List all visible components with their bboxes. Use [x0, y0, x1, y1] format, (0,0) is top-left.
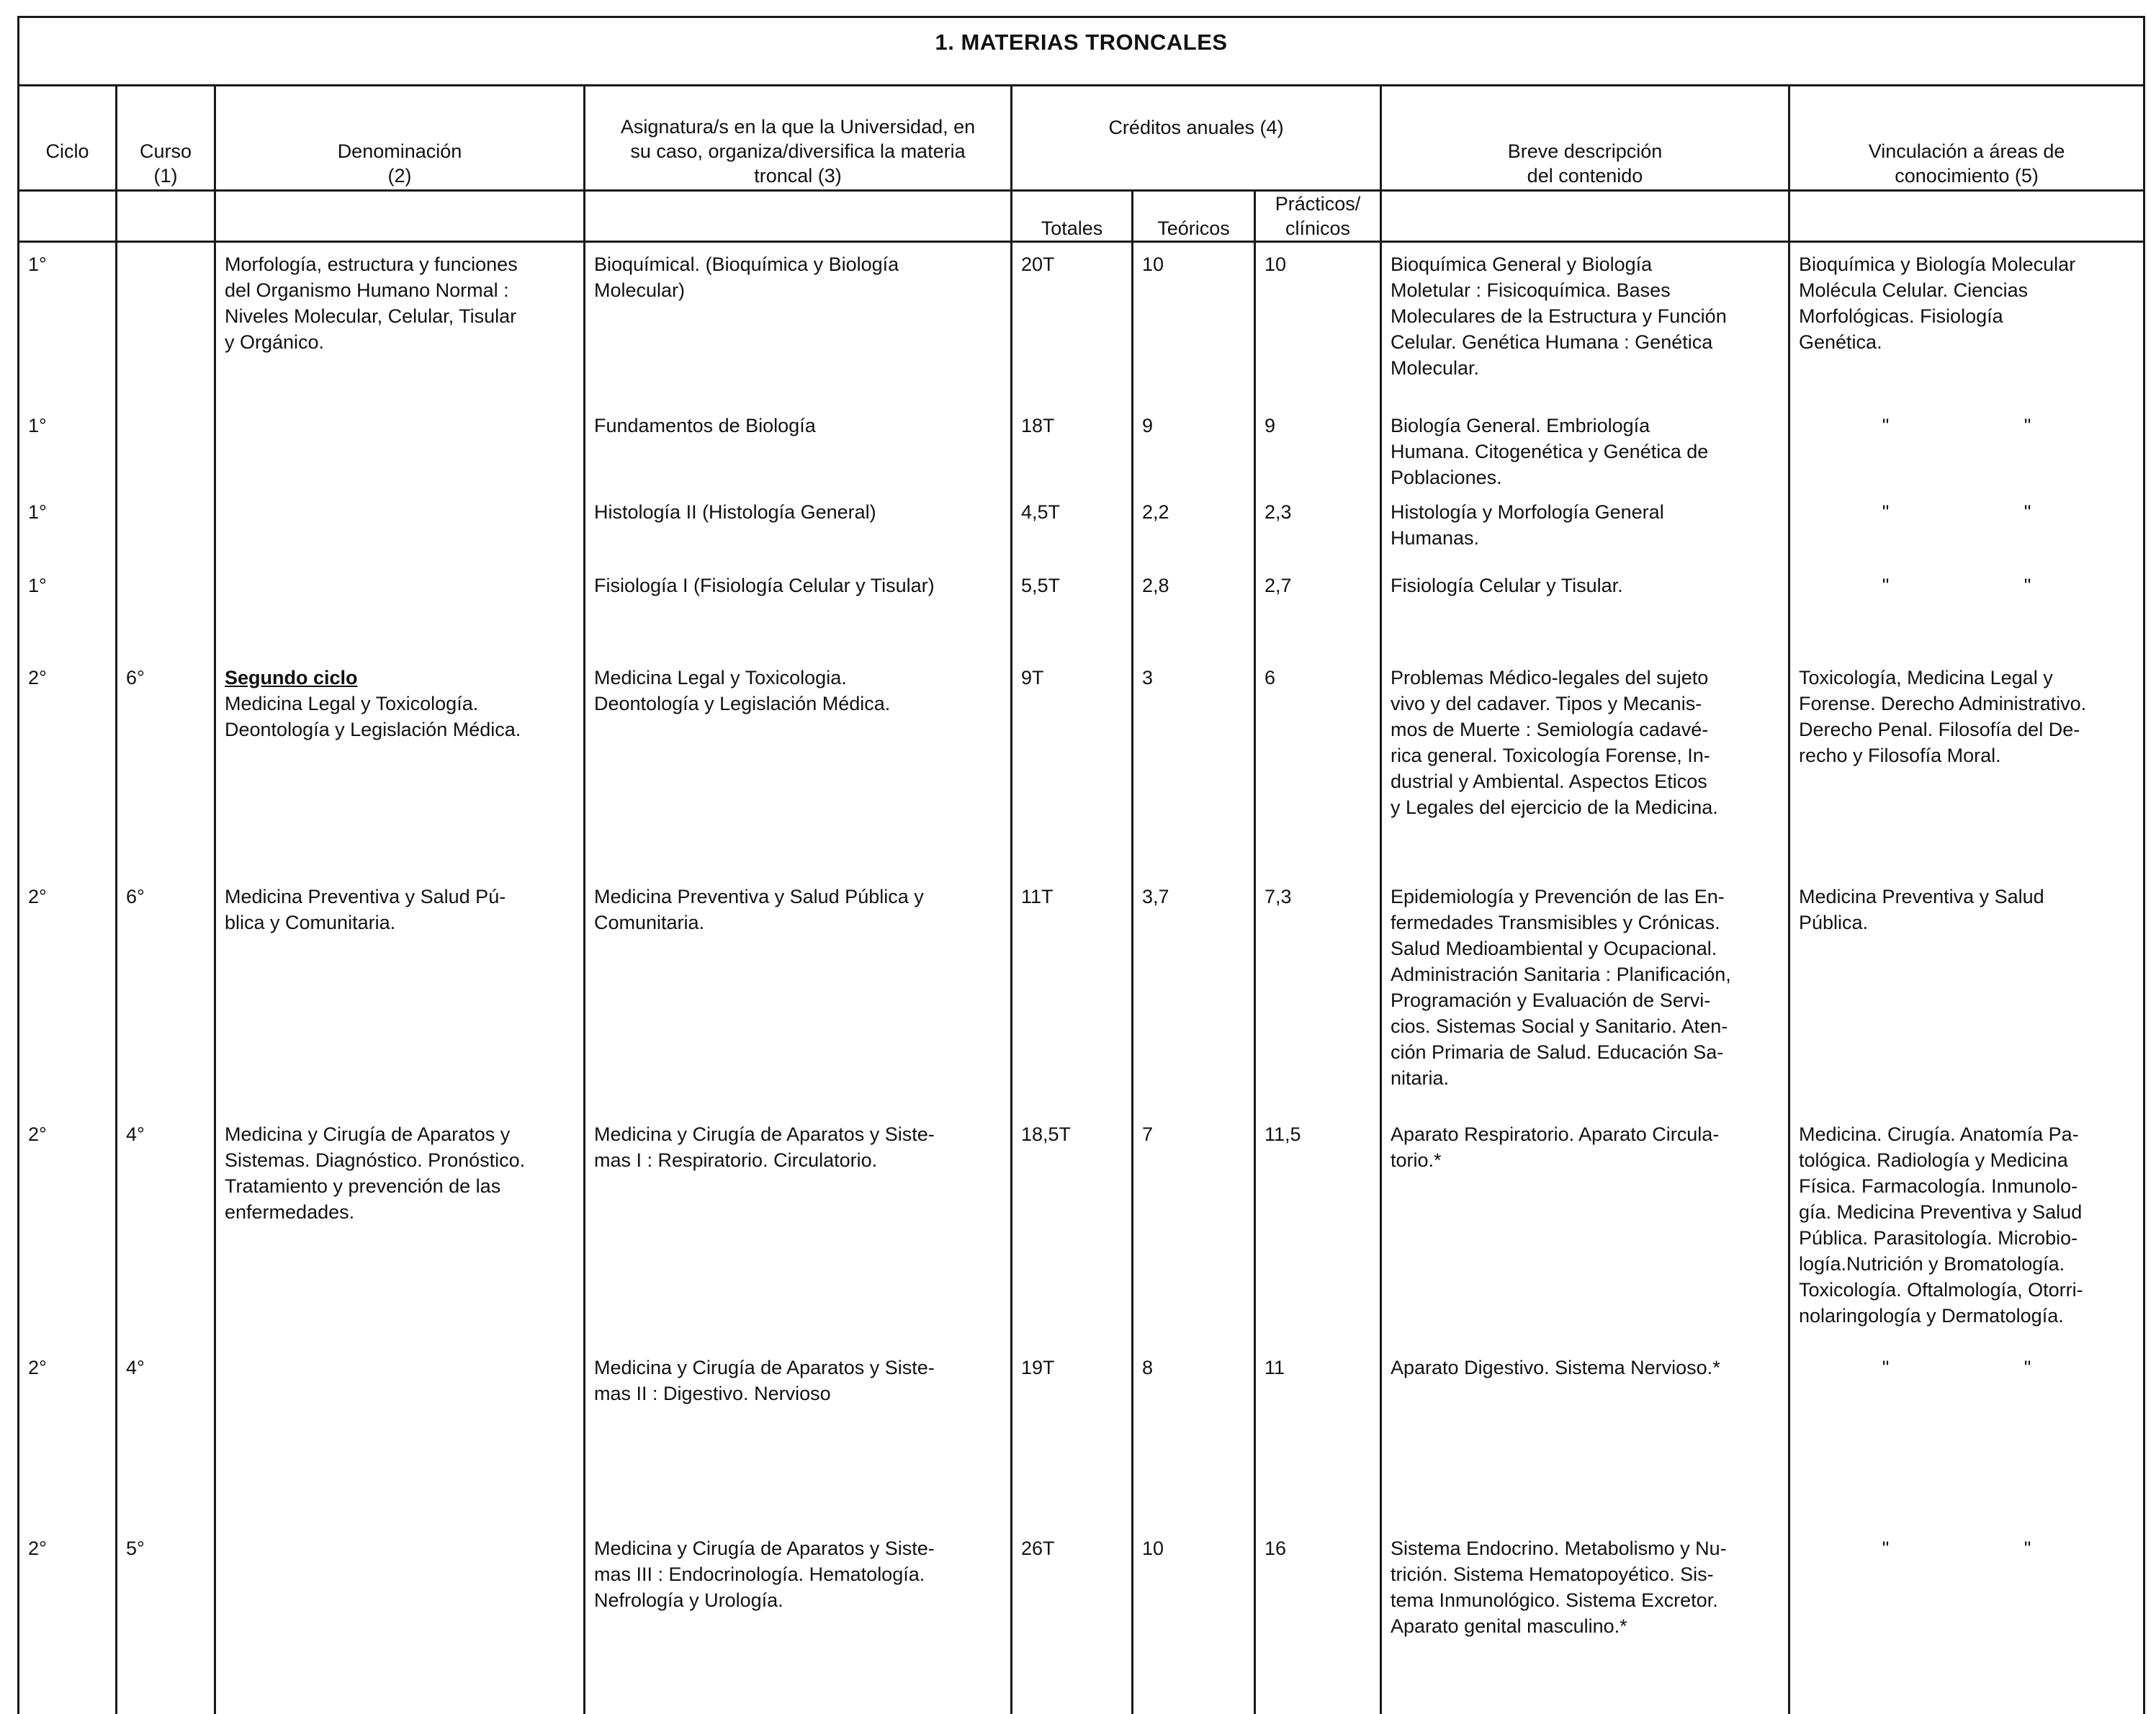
practicos-cell: [1255, 656, 1381, 875]
descripcion-cell-line: Problemas Médico-legales del sujeto: [1391, 666, 1709, 688]
descripcion-cell-line: Humana. Citogenética y Genética de: [1391, 440, 1709, 462]
teoricos-cell-line: 2,8: [1142, 574, 1169, 596]
denominacion-cell-line: Medicina Preventiva y Salud Pú-: [225, 885, 506, 907]
title-row: [19, 17, 2144, 86]
teoricos-cell: [1133, 490, 1255, 564]
header-descripcion: [1381, 86, 1789, 191]
practicos-cell: [1255, 242, 1381, 404]
practicos-cell-line: 11: [1265, 1356, 1285, 1378]
table-row: [19, 875, 2144, 1113]
vinculacion-cell: [1789, 242, 2144, 404]
descripcion-cell: [1381, 242, 1789, 404]
header-vinculacion-line: conocimiento (5): [1895, 165, 2039, 187]
teoricos-cell: [1133, 875, 1255, 1113]
teoricos-cell: [1133, 564, 1255, 656]
ciclo-cell-line: 2°: [28, 885, 47, 907]
teoricos-cell-line: 2,2: [1142, 501, 1169, 523]
ciclo-cell-line: 1°: [28, 414, 47, 436]
materias-troncales-table: [17, 16, 2145, 1714]
denominacion-cell-line: blica y Comunitaria.: [225, 911, 396, 933]
vinculacion-cell-line: nolaringología y Dermatología.: [1799, 1304, 2064, 1327]
practicos-cell: [1255, 404, 1381, 490]
curso-cell: [117, 242, 215, 404]
practicos-cell-line: 2,3: [1265, 501, 1292, 523]
practicos-cell-line: 2,7: [1265, 574, 1292, 596]
asignatura-cell: [585, 1527, 1012, 1714]
practicos-cell: [1255, 1346, 1381, 1527]
subheader-row: [19, 191, 2144, 242]
asignatura-cell: [585, 242, 1012, 404]
header-practicos: [1255, 191, 1381, 242]
header-asignatura-line: Asignatura/s en la que la Universidad, en: [620, 116, 976, 138]
asignatura-cell-line: Fundamentos de Biología: [594, 414, 816, 436]
ditto-mark: " ": [1882, 414, 2096, 436]
ciclo-cell-line: 2°: [28, 1356, 47, 1378]
header-vinculacion-line: Vinculación a áreas de: [1868, 140, 2065, 162]
vinculacion-cell: [1789, 1346, 2144, 1527]
asignatura-cell-line: Medicina y Cirugía de Aparatos y Siste-: [594, 1356, 935, 1378]
denominacion-cell-line: enfermedades.: [225, 1201, 355, 1223]
table-row: [19, 1113, 2144, 1346]
asignatura-cell-line: Histología II (Histología General): [594, 501, 876, 523]
curso-cell: [117, 490, 215, 564]
vinculacion-cell-line: Medicina. Cirugía. Anatomía Pa-: [1799, 1123, 2079, 1145]
table-body: [19, 242, 2144, 1714]
ciclo-cell: [19, 490, 117, 564]
table-row: [19, 242, 2144, 404]
header-asignatura-line: su caso, organiza/diversifica la materia: [630, 140, 966, 162]
denominacion-cell: [215, 875, 585, 1113]
table-row: [19, 564, 2144, 656]
descripcion-cell-line: Aparato Digestivo. Sistema Nervioso.*: [1391, 1356, 1720, 1378]
asignatura-cell-line: Nefrología y Urología.: [594, 1589, 783, 1611]
vinculacion-cell-line: logía.Nutrición y Bromatología.: [1799, 1252, 2065, 1275]
ciclo-cell: [19, 404, 117, 490]
asignatura-cell-line: Comunitaria.: [594, 911, 705, 933]
asignatura-cell: [585, 404, 1012, 490]
header-totales: [1012, 191, 1133, 242]
asignatura-cell-line: Medicina Legal y Toxicologia.: [594, 666, 847, 688]
totales-cell: [1012, 1346, 1133, 1527]
curso-cell-line: 6°: [126, 885, 145, 907]
descripcion-cell-line: fermedades Transmisibles y Crónicas.: [1391, 911, 1720, 933]
subheader-blank: [1789, 191, 2144, 242]
totales-cell-line: 18T: [1021, 414, 1055, 436]
curso-cell: [117, 404, 215, 490]
practicos-cell: [1255, 1527, 1381, 1714]
vinculacion-cell: [1789, 1113, 2144, 1346]
table-row: [19, 490, 2144, 564]
vinculacion-cell-line: Toxicología, Medicina Legal y: [1799, 666, 2053, 688]
curso-cell: [117, 1113, 215, 1346]
curso-cell: [117, 656, 215, 875]
asignatura-cell: [585, 490, 1012, 564]
header-asignatura: [585, 86, 1012, 191]
denominacion-cell-line: Deontología y Legislación Médica.: [225, 718, 521, 740]
totales-cell-line: 19T: [1021, 1356, 1055, 1378]
ciclo-cell-line: 1°: [28, 574, 47, 596]
descripcion-cell-line: trición. Sistema Hematopoyético. Sis-: [1391, 1563, 1714, 1585]
header-asignatura-line: troncal (3): [754, 165, 842, 187]
descripcion-cell-line: nitaria.: [1391, 1067, 1450, 1089]
ditto-mark: " ": [1882, 501, 2096, 523]
header-ciclo: [19, 86, 117, 191]
header-teoricos: [1133, 191, 1255, 242]
asignatura-cell: [585, 1346, 1012, 1527]
descripcion-cell-line: Poblaciones.: [1391, 466, 1502, 488]
ciclo-cell: [19, 656, 117, 875]
denominacion-cell: [215, 1346, 585, 1527]
curso-cell: [117, 875, 215, 1113]
subheader-blank: [215, 191, 585, 242]
totales-cell-line: 5,5T: [1021, 574, 1061, 596]
header-descripcion-line: Breve descripción: [1507, 140, 1663, 162]
descripcion-cell-line: Bioquímica General y Biología: [1391, 253, 1653, 275]
descripcion-cell-line: rica general. Toxicología Forense, In-: [1391, 744, 1710, 766]
table-row: [19, 656, 2144, 875]
curso-cell-line: 4°: [126, 1123, 145, 1145]
ciclo-cell: [19, 875, 117, 1113]
header-curso-label: Curso: [139, 140, 192, 162]
teoricos-cell-line: 3,7: [1142, 885, 1169, 907]
practicos-cell-line: 11,5: [1265, 1123, 1301, 1145]
denominacion-cell: [215, 404, 585, 490]
descripcion-cell-line: Fisiología Celular y Tisular.: [1391, 574, 1623, 596]
totales-cell: [1012, 1113, 1133, 1346]
totales-cell-line: 26T: [1021, 1537, 1055, 1559]
descripcion-cell-line: Aparato genital masculino.*: [1391, 1615, 1627, 1637]
practicos-cell: [1255, 1113, 1381, 1346]
vinculacion-cell-line: Medicina Preventiva y Salud: [1799, 885, 2044, 907]
vinculacion-cell-line: Toxicología. Oftalmología, Otorri-: [1799, 1278, 2083, 1301]
descripcion-cell-line: vivo y del cadaver. Tipos y Mecanis-: [1391, 692, 1702, 714]
denominacion-cell: [215, 564, 585, 656]
descripcion-cell-line: Salud Medioambiental y Ocupacional.: [1391, 937, 1717, 959]
practicos-cell-line: 10: [1265, 253, 1287, 275]
descripcion-cell: [1381, 1113, 1789, 1346]
teoricos-cell: [1133, 242, 1255, 404]
vinculacion-cell-line: Morfológicas. Fisiología: [1799, 305, 2003, 327]
descripcion-cell-line: Aparato Respiratorio. Aparato Circula-: [1391, 1123, 1720, 1145]
descripcion-cell-line: Programación y Evaluación de Servi-: [1391, 989, 1711, 1011]
descripcion-cell: [1381, 490, 1789, 564]
ciclo-cell: [19, 1527, 117, 1714]
header-vinculacion: [1789, 86, 2144, 191]
teoricos-cell-line: 3: [1142, 666, 1154, 688]
denominacion-cell-line: Medicina Legal y Toxicología.: [225, 692, 479, 714]
header-denominacion-label: Denominación: [337, 140, 462, 162]
descripcion-cell-line: Biología General. Embriología: [1391, 414, 1650, 436]
teoricos-cell: [1133, 404, 1255, 490]
vinculacion-cell-line: tológica. Radiología y Medicina: [1799, 1149, 2068, 1171]
header-descripcion-line: del contenido: [1527, 165, 1643, 187]
asignatura-cell-line: Deontología y Legislación Médica.: [594, 692, 891, 714]
descripcion-cell-line: Moleculares de la Estructura y Función: [1391, 305, 1727, 327]
denominacion-cell: [215, 242, 585, 404]
descripcion-cell: [1381, 1346, 1789, 1527]
table-row: [19, 1527, 2144, 1714]
header-curso-note: (1): [153, 165, 178, 187]
descripcion-cell-line: Histología y Morfología General: [1391, 501, 1664, 523]
ciclo-cell: [19, 1346, 117, 1527]
asignatura-cell-line: Bioquímical. (Bioquímica y Biología: [594, 253, 899, 275]
vinculacion-cell: [1789, 490, 2144, 564]
practicos-cell-line: 9: [1265, 414, 1276, 436]
vinculacion-cell-line: Bioquímica y Biología Molecular: [1799, 253, 2076, 275]
header-denominacion: [215, 86, 585, 191]
totales-cell: [1012, 875, 1133, 1113]
vinculacion-cell: [1789, 404, 2144, 490]
descripcion-cell-line: cios. Sistemas Social y Sanitario. Aten-: [1391, 1015, 1728, 1037]
ciclo-cell-line: 1°: [28, 253, 47, 275]
header-curso: [117, 86, 215, 191]
descripcion-cell-line: Molecular.: [1391, 357, 1480, 379]
denominacion-cell-line: Medicina y Cirugía de Aparatos y: [225, 1123, 511, 1145]
curso-cell-line: 6°: [126, 666, 145, 688]
document-sheet: [17, 16, 2143, 1701]
asignatura-cell-line: Medicina y Cirugía de Aparatos y Siste-: [594, 1123, 935, 1145]
totales-cell-line: 4,5T: [1021, 501, 1061, 523]
table-row: [19, 1346, 2144, 1527]
denominacion-cell-line: del Organismo Humano Normal :: [225, 279, 509, 301]
totales-cell-line: 20T: [1021, 253, 1055, 275]
asignatura-cell: [585, 875, 1012, 1113]
ditto-mark: " ": [1882, 1356, 2096, 1378]
denominacion-cell-line: y Orgánico.: [225, 331, 325, 353]
ciclo-cell: [19, 242, 117, 404]
descripcion-cell-line: Administración Sanitaria : Planificación,: [1391, 963, 1731, 985]
vinculacion-cell-line: Forense. Derecho Administrativo.: [1799, 692, 2087, 714]
subheader-blank: [585, 191, 1012, 242]
vinculacion-cell: [1789, 875, 2144, 1113]
header-teoricos-label: Teóricos: [1157, 217, 1230, 239]
descripcion-cell-line: Celular. Genética Humana : Genética: [1391, 331, 1713, 353]
descripcion-cell-line: Moletular : Fisicoquímica. Bases: [1391, 279, 1671, 301]
curso-cell: [117, 1346, 215, 1527]
descripcion-cell-line: Epidemiología y Prevención de las En-: [1391, 885, 1725, 907]
practicos-cell: [1255, 564, 1381, 656]
vinculacion-cell-line: Molécula Celular. Ciencias: [1799, 279, 2029, 301]
section-heading: Segundo ciclo: [225, 666, 358, 688]
denominacion-cell: [215, 656, 585, 875]
practicos-cell-line: 6: [1265, 666, 1276, 688]
curso-cell: [117, 1527, 215, 1714]
denominacion-cell: [215, 1527, 585, 1714]
descripcion-cell-line: dustrial y Ambiental. Aspectos Eticos: [1391, 770, 1707, 792]
vinculacion-cell: [1789, 656, 2144, 875]
denominacion-cell: [215, 1113, 585, 1346]
header-ciclo-label: Ciclo: [45, 140, 89, 162]
asignatura-cell-line: mas III : Endocrinología. Hematología.: [594, 1563, 925, 1585]
teoricos-cell-line: 9: [1142, 414, 1154, 436]
asignatura-cell: [585, 656, 1012, 875]
subheader-blank: [19, 191, 117, 242]
descripcion-cell-line: torio.*: [1391, 1149, 1442, 1171]
totales-cell: [1012, 490, 1133, 564]
table-title: 1. MATERIAS TRONCALES: [935, 30, 1228, 55]
vinculacion-cell-line: gía. Medicina Preventiva y Salud: [1799, 1201, 2083, 1223]
descripcion-cell-line: ción Primaria de Salud. Educación Sa-: [1391, 1041, 1724, 1063]
curso-cell: [117, 564, 215, 656]
table-row: [19, 404, 2144, 490]
descripcion-cell: [1381, 875, 1789, 1113]
subheader-blank: [117, 191, 215, 242]
denominacion-cell-line: Sistemas. Diagnóstico. Pronóstico.: [225, 1149, 526, 1171]
totales-cell-line: 9T: [1021, 666, 1044, 688]
teoricos-cell: [1133, 1527, 1255, 1714]
denominacion-cell-line: Niveles Molecular, Celular, Tisular: [225, 305, 517, 327]
teoricos-cell-line: 10: [1142, 253, 1164, 275]
title-cell: [19, 17, 2144, 86]
subheader-blank: [1381, 191, 1789, 242]
descripcion-cell-line: y Legales del ejercicio de la Medicina.: [1391, 796, 1718, 818]
denominacion-cell-line: Tratamiento y prevención de las: [225, 1175, 501, 1197]
totales-cell: [1012, 1527, 1133, 1714]
teoricos-cell: [1133, 1113, 1255, 1346]
vinculacion-cell-line: recho y Filosofía Moral.: [1799, 744, 2001, 766]
ditto-mark: " ": [1882, 574, 2096, 596]
ciclo-cell-line: 2°: [28, 1123, 47, 1145]
vinculacion-cell-line: Derecho Penal. Filosofía del De-: [1799, 718, 2080, 740]
teoricos-cell-line: 8: [1142, 1356, 1154, 1378]
practicos-cell-line: 7,3: [1265, 885, 1292, 907]
header-totales-label: Totales: [1041, 217, 1103, 239]
asignatura-cell-line: Medicina y Cirugía de Aparatos y Siste-: [594, 1537, 935, 1559]
header-creditos: [1012, 86, 1381, 191]
vinculacion-cell: [1789, 564, 2144, 656]
totales-cell: [1012, 242, 1133, 404]
descripcion-cell: [1381, 1527, 1789, 1714]
totales-cell: [1012, 656, 1133, 875]
ditto-mark: " ": [1882, 1537, 2096, 1559]
header-row: [19, 86, 2144, 191]
asignatura-cell: [585, 564, 1012, 656]
denominacion-cell-line: Morfología, estructura y funciones: [225, 253, 518, 275]
asignatura-cell-line: mas II : Digestivo. Nervioso: [594, 1382, 831, 1404]
practicos-cell-line: 16: [1265, 1537, 1287, 1559]
denominacion-cell: [215, 490, 585, 564]
descripcion-cell: [1381, 404, 1789, 490]
ciclo-cell-line: 1°: [28, 501, 47, 523]
asignatura-cell-line: Medicina Preventiva y Salud Pública y: [594, 885, 924, 907]
ciclo-cell: [19, 564, 117, 656]
vinculacion-cell-line: Genética.: [1799, 331, 1882, 353]
totales-cell: [1012, 404, 1133, 490]
practicos-cell: [1255, 875, 1381, 1113]
descripcion-cell-line: Humanas.: [1391, 526, 1480, 549]
asignatura-cell-line: mas I : Respiratorio. Circulatorio.: [594, 1149, 878, 1171]
header-practicos-line: Prácticos/: [1275, 193, 1361, 215]
teoricos-cell-line: 10: [1142, 1537, 1164, 1559]
totales-cell-line: 18,5T: [1021, 1123, 1072, 1145]
descripcion-cell-line: tema Inmunológico. Sistema Excretor.: [1391, 1589, 1718, 1611]
descripcion-cell: [1381, 656, 1789, 875]
teoricos-cell: [1133, 1346, 1255, 1527]
ciclo-cell-line: 2°: [28, 1537, 47, 1559]
header-creditos-label: Créditos anuales (4): [1108, 117, 1284, 138]
asignatura-cell: [585, 1113, 1012, 1346]
header-denominacion-note: (2): [387, 165, 412, 187]
header-practicos-line: clínicos: [1285, 217, 1351, 239]
descripcion-cell-line: mos de Muerte : Semiología cadavé-: [1391, 718, 1709, 740]
curso-cell-line: 4°: [126, 1356, 145, 1378]
asignatura-cell-line: Molecular): [594, 279, 686, 301]
totales-cell: [1012, 564, 1133, 656]
descripcion-cell: [1381, 564, 1789, 656]
teoricos-cell: [1133, 656, 1255, 875]
vinculacion-cell-line: Física. Farmacología. Inmunolo-: [1799, 1175, 2078, 1197]
totales-cell-line: 11T: [1021, 885, 1054, 907]
vinculacion-cell-line: Pública. Parasitología. Microbio-: [1799, 1226, 2078, 1249]
curso-cell-line: 5°: [126, 1537, 145, 1559]
ciclo-cell: [19, 1113, 117, 1346]
ciclo-cell-line: 2°: [28, 666, 47, 688]
vinculacion-cell-line: Pública.: [1799, 911, 1869, 933]
vinculacion-cell: [1789, 1527, 2144, 1714]
practicos-cell: [1255, 490, 1381, 564]
teoricos-cell-line: 7: [1142, 1123, 1154, 1145]
asignatura-cell-line: Fisiología I (Fisiología Celular y Tisular): [594, 574, 935, 596]
descripcion-cell-line: Sistema Endocrino. Metabolismo y Nu-: [1391, 1537, 1727, 1559]
